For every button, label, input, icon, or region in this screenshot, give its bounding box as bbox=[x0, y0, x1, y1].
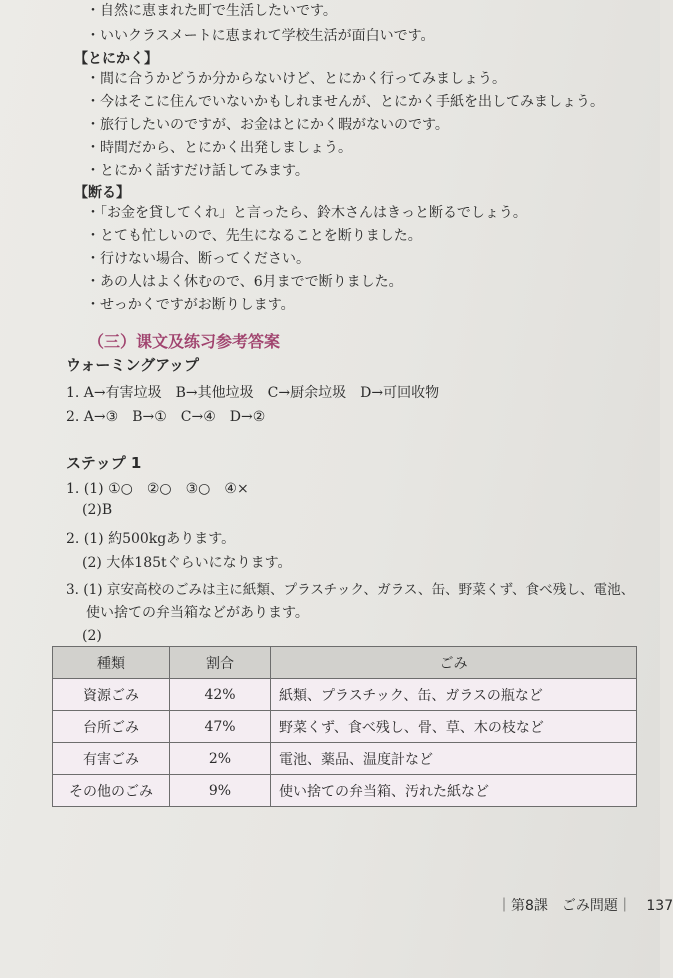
example-sentence: ・とにかく話すだけ話してみます。 bbox=[86, 163, 309, 179]
table-row bbox=[53, 711, 637, 743]
example-sentence: ・今はそこに住んでいないかもしれませんが、とにかく手紙を出してみましょう。 bbox=[86, 94, 604, 110]
page-number: 137 bbox=[646, 898, 673, 914]
example-sentence: ・あの人はよく休むので、6月までで断りました。 bbox=[86, 274, 403, 290]
example-sentence: ・自然に恵まれた町で生活したいです。 bbox=[86, 3, 337, 19]
example-sentence: ・せっかくですがお断りします。 bbox=[86, 297, 295, 313]
table-cell: 9% bbox=[170, 775, 271, 807]
table-row bbox=[53, 679, 637, 711]
grammar-heading: 【とにかく】 bbox=[74, 51, 158, 67]
garbage-table bbox=[52, 646, 637, 807]
table-row bbox=[53, 775, 637, 807]
example-sentence: ・いいクラスメートに恵まれて学校生活が面白いです。 bbox=[86, 28, 435, 44]
example-sentence: ・旅行したいのですが、お金はとにかく暇がないのです。 bbox=[86, 117, 449, 133]
column-header: ごみ bbox=[271, 647, 637, 679]
answer-line: (2) bbox=[82, 628, 102, 644]
answer-line: 3. (1) 京安高校のごみは主に紙類、プラスチック、ガラス、缶、野菜くず、食べ残し、電池、 bbox=[66, 582, 635, 598]
table-cell: 野菜くず、食べ残し、骨、草、木の枝など bbox=[271, 711, 637, 743]
table-cell: 47% bbox=[170, 711, 271, 743]
table-cell: 資源ごみ bbox=[53, 679, 170, 711]
table-cell: 2% bbox=[170, 743, 271, 775]
example-sentence: ・時間だから、とにかく出発しましょう。 bbox=[86, 140, 352, 156]
answer-line: 2. (1) 約500kgあります。 bbox=[66, 531, 236, 547]
table-header-row bbox=[53, 647, 637, 679]
table-cell: その他のごみ bbox=[53, 775, 170, 807]
step1-title: ステップ 1 bbox=[66, 454, 142, 472]
section-title: （三）课文及练习参考答案 bbox=[88, 332, 281, 351]
table-cell: 台所ごみ bbox=[53, 711, 170, 743]
page-footer bbox=[497, 895, 673, 915]
lesson-label: ｜第8課 ごみ問題｜ bbox=[497, 898, 632, 914]
answer-line: 2. A→③ B→① C→④ D→② bbox=[66, 409, 266, 425]
table-row bbox=[53, 743, 637, 775]
column-header: 種類 bbox=[53, 647, 170, 679]
answer-line: 使い捨ての弁当箱などがあります。 bbox=[86, 605, 309, 621]
column-header: 割合 bbox=[170, 647, 271, 679]
example-sentence: ・とても忙しいので、先生になることを断りました。 bbox=[86, 228, 422, 244]
example-sentence: ・「お金を貸してくれ」と言ったら、鈴木さんはきっと断るでしょう。 bbox=[86, 205, 527, 221]
table-cell: 使い捨ての弁当箱、汚れた紙など bbox=[271, 775, 637, 807]
answer-line: 1. A→有害垃圾 B→其他垃圾 C→厨余垃圾 D→可回收物 bbox=[66, 385, 440, 401]
grammar-heading: 【断る】 bbox=[74, 185, 130, 201]
answer-line: 1. (1) ①○ ②○ ③○ ④× bbox=[66, 481, 249, 497]
example-sentence: ・行けない場合、断ってください。 bbox=[86, 251, 310, 267]
table-cell: 紙類、プラスチック、缶、ガラスの瓶など bbox=[271, 679, 637, 711]
table-cell: 42% bbox=[170, 679, 271, 711]
table-cell: 有害ごみ bbox=[53, 743, 170, 775]
answer-line: (2)B bbox=[82, 502, 113, 518]
answer-line: (2) 大体185tぐらいになります。 bbox=[82, 555, 292, 571]
warmup-title: ウォーミングアップ bbox=[66, 356, 200, 374]
table-cell: 電池、薬品、温度計など bbox=[271, 743, 637, 775]
example-sentence: ・間に合うかどうか分からないけど、とにかく行ってみましょう。 bbox=[86, 71, 506, 87]
